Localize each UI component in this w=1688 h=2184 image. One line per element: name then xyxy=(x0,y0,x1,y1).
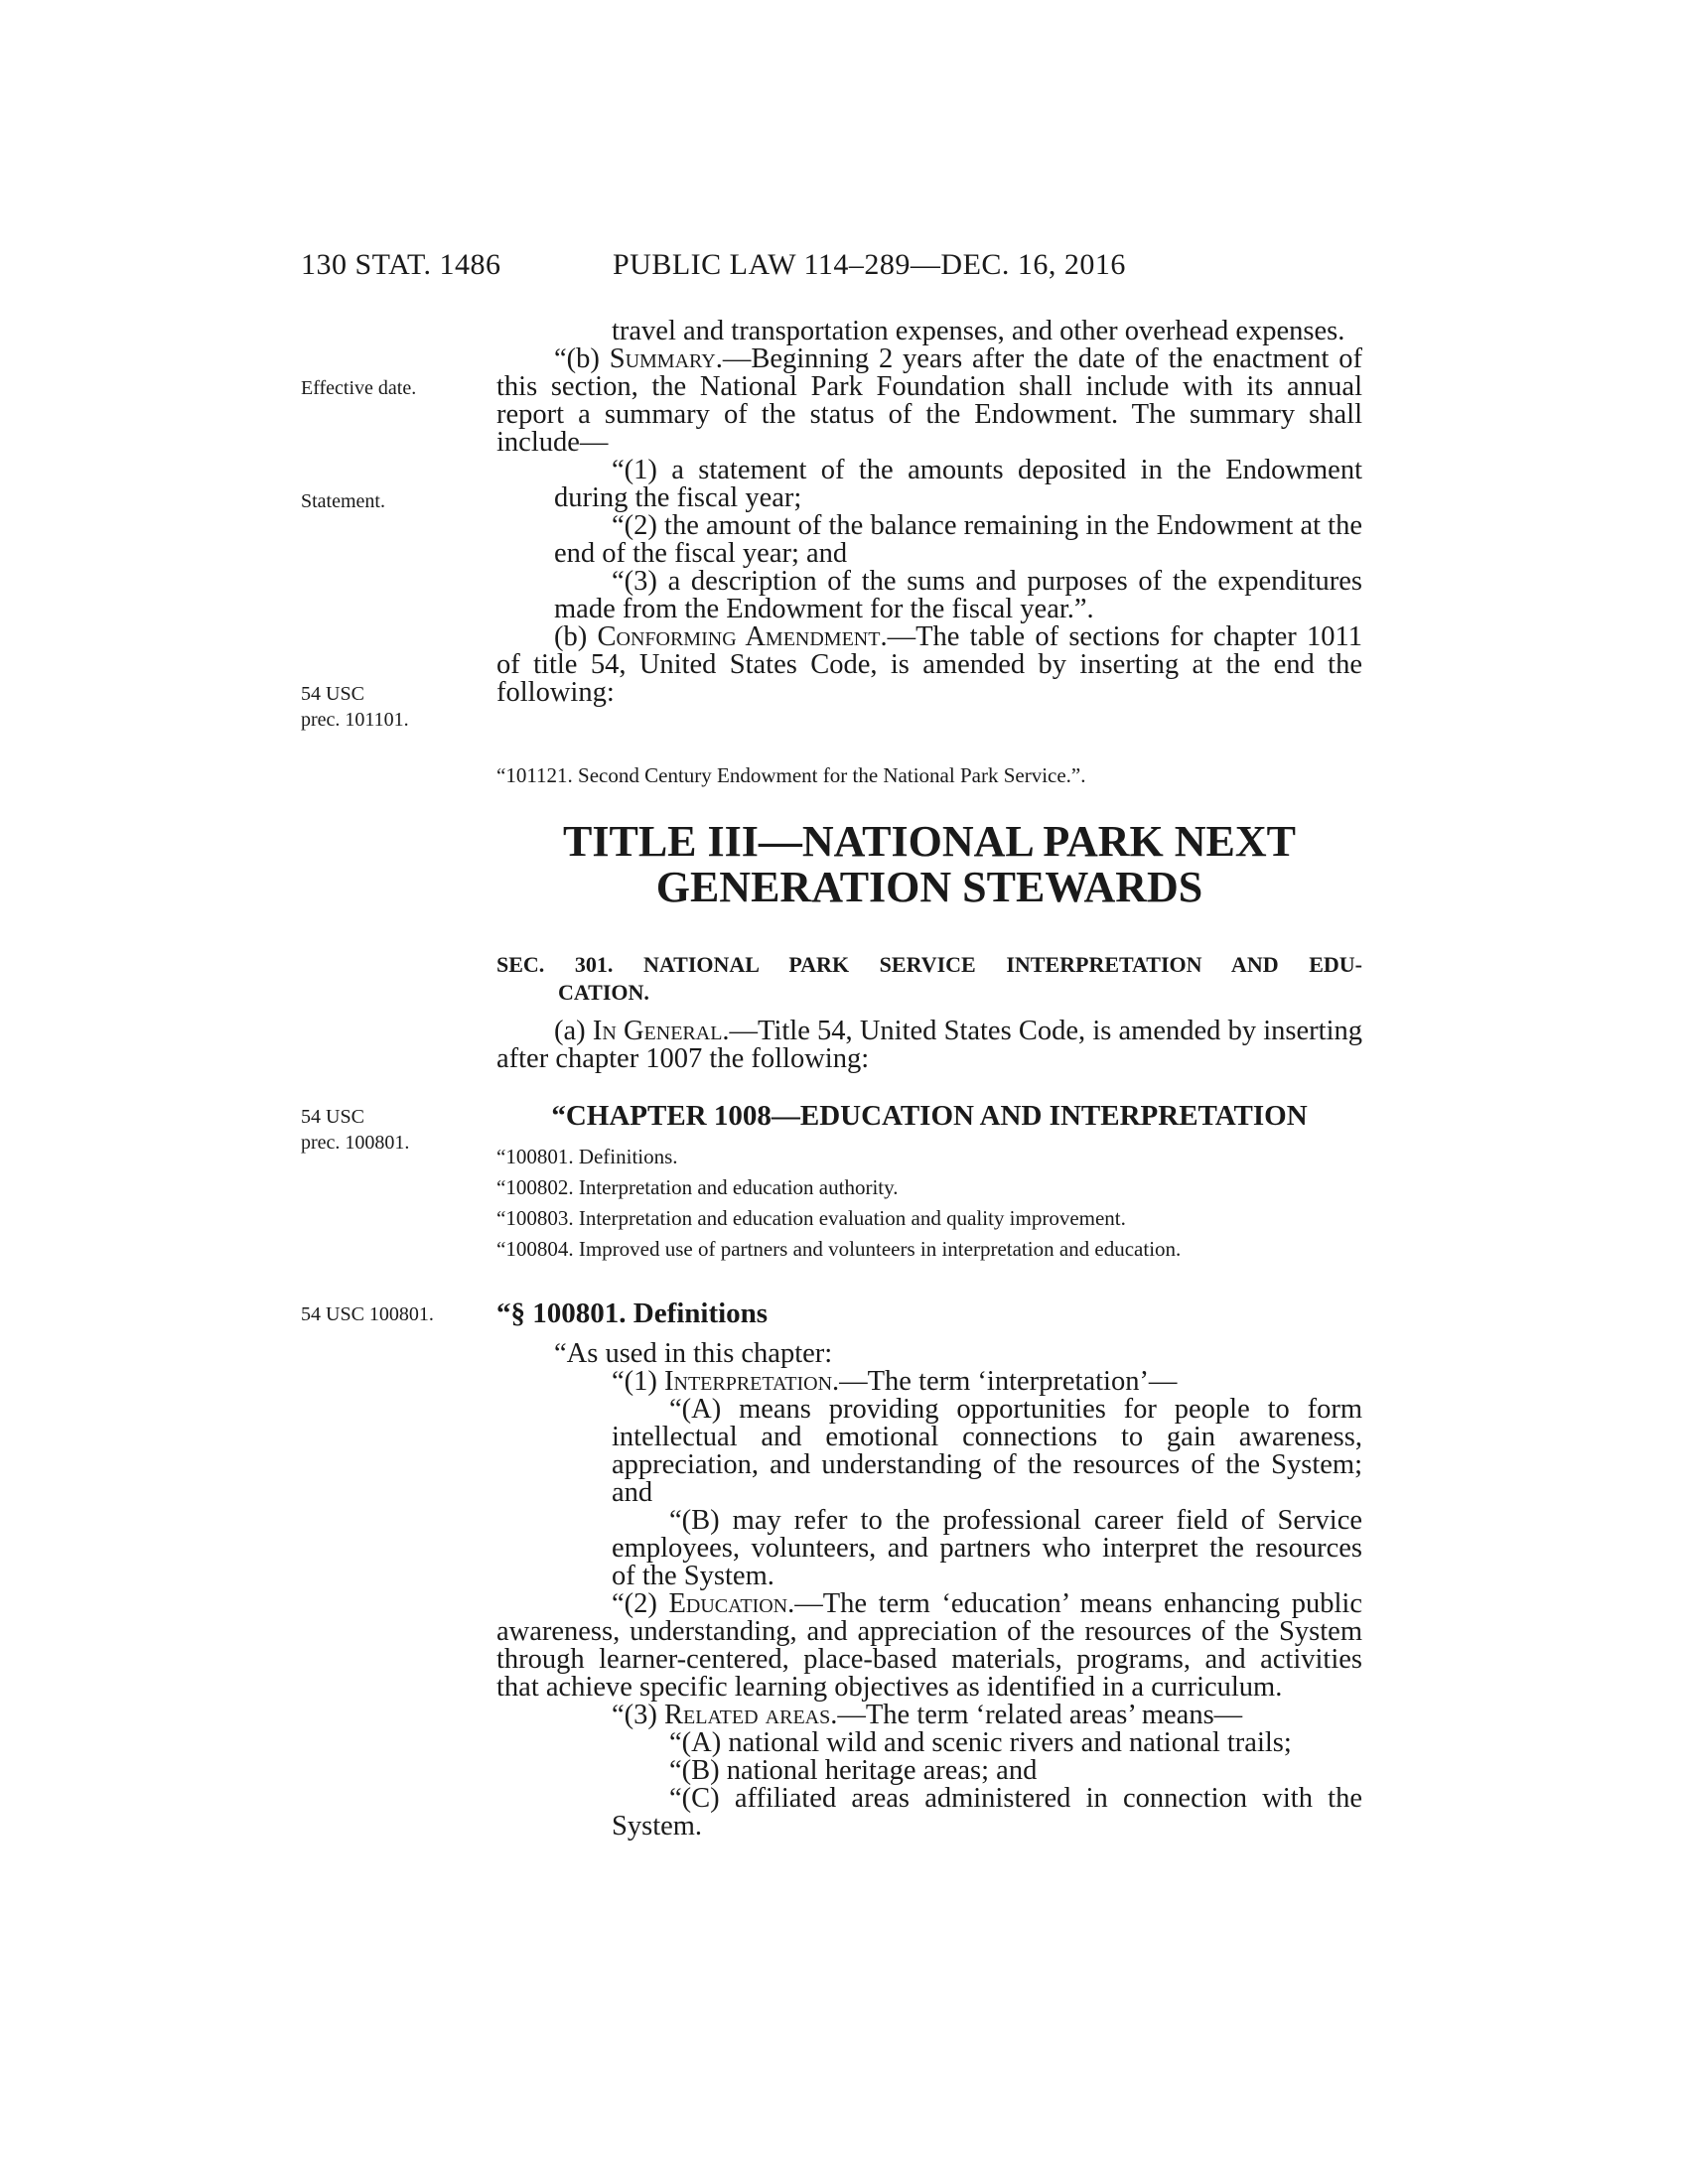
definitions-intro: “As used in this chapter: xyxy=(554,1338,833,1369)
title-line-1: TITLE III—NATIONAL PARK NEXT xyxy=(563,817,1296,866)
in-general-label: In General xyxy=(592,1016,723,1046)
margin-note-prec-line: prec. 101101. xyxy=(301,709,409,731)
d3-open: “(3) xyxy=(612,1700,665,1730)
public-law-header: PUBLIC LAW 114–289—DEC. 16, 2016 xyxy=(613,248,1126,281)
body-top-block xyxy=(496,318,1362,707)
margin-note-usc-line: 54 USC xyxy=(301,683,364,705)
d2-label: Education xyxy=(668,1588,788,1619)
section-100801-heading: “§ 100801. Definitions xyxy=(496,1297,769,1329)
paragraph-travel-expenses: travel and transportation expenses, and other overhead expenses. xyxy=(612,316,1345,346)
definition-related-areas-c: “(C) affiliated areas administered in connection with the System. xyxy=(612,1783,1362,1842)
chapter-toc-entry: “100802. Interpretation and education authority. xyxy=(496,1175,899,1199)
conforming-label: Conforming Amendment xyxy=(597,621,881,652)
chapter-toc-entry: “100804. Improved use of partners and volunteers in interpretation and education. xyxy=(496,1237,1182,1261)
definition-interpretation xyxy=(496,1368,1362,1396)
section-heading-line-2: CATION. xyxy=(558,980,649,1005)
paragraph-item-3: “(3) a description of the sums and purposes of the expenditures made from the Endowment for the fiscal year.”. xyxy=(554,566,1362,624)
conforming-text: .—The table of sections for chapter 1011 of title 54, United States Code, is amended by inserting at the end the following: xyxy=(496,621,1362,708)
d1-label: Interpretation xyxy=(664,1366,833,1397)
chapter-1008-heading: “CHAPTER 1008—EDUCATION AND INTERPRETATION xyxy=(551,1100,1308,1132)
stat-page-number: 130 STAT. 1486 xyxy=(301,248,501,281)
d3-text: .—The term ‘related areas’ means— xyxy=(830,1700,1243,1730)
conforming-open: (b) xyxy=(554,621,598,652)
section-heading-line-1: SEC. 301. NATIONAL PARK SERVICE INTERPRETATION AND EDU- xyxy=(496,952,1362,977)
in-general-open: (a) xyxy=(554,1016,593,1046)
d2-open: “(2) xyxy=(612,1588,669,1619)
margin-note-usc-line: 54 USC xyxy=(301,1106,364,1128)
title-heading xyxy=(496,819,1362,910)
paragraph-conforming-amendment xyxy=(496,623,1362,707)
section-301-body xyxy=(496,1018,1362,1073)
d1-text: .—The term ‘interpretation’— xyxy=(832,1366,1178,1397)
toc-entry-101121: “101121. Second Century Endowment for the National Park Service.”. xyxy=(496,763,1086,787)
definition-related-areas xyxy=(496,1702,1362,1729)
title-line-2: GENERATION STEWARDS xyxy=(655,863,1203,911)
margin-note-effective-date: Effective date. xyxy=(301,377,417,399)
summary-text: .—Beginning 2 years after the date of the enactment of this section, the National Park Foundation shall include with its annual report a summary of the status of the Endowment. The summary shall include— xyxy=(496,343,1362,458)
definitions-body xyxy=(496,1340,1362,1841)
chapter-toc-entry: “100801. Definitions. xyxy=(496,1145,678,1168)
definition-interpretation-b: “(B) may refer to the professional career field of Service employees, volunteers, and partners who interpret the resources of the System. xyxy=(612,1505,1362,1591)
margin-note-prec-line: prec. 100801. xyxy=(301,1132,410,1154)
paragraph-item-1: “(1) a statement of the amounts deposited in the Endowment during the fiscal year; xyxy=(554,455,1362,513)
chapter-toc xyxy=(496,1142,1181,1265)
definition-interpretation-a: “(A) means providing opportunities for people to form intellectual and emotional connections to gain awareness, appreciation, and understanding of the resources of the System; and xyxy=(612,1394,1362,1508)
definition-related-areas-a: “(A) national wild and scenic rivers and national trails; xyxy=(669,1727,1292,1758)
definition-education xyxy=(496,1590,1362,1702)
paragraph-item-2: “(2) the amount of the balance remaining in the Endowment at the end of the fiscal year; and xyxy=(554,510,1362,569)
paragraph-in-general xyxy=(496,1018,1362,1073)
margin-note-statement: Statement. xyxy=(301,490,385,512)
margin-note-usc-100801: 54 USC 100801. xyxy=(301,1303,434,1325)
summary-label: Summary xyxy=(609,343,716,374)
definition-related-areas-b: “(B) national heritage areas; and xyxy=(669,1755,1038,1786)
chapter-toc-entry: “100803. Interpretation and education evaluation and quality improvement. xyxy=(496,1206,1126,1230)
d1-open: “(1) xyxy=(612,1366,665,1397)
paragraph-summary xyxy=(496,345,1362,457)
margin-note-usc-100801-prec xyxy=(301,1104,499,1156)
margin-note-usc-101101 xyxy=(301,681,499,733)
d2-text: .—The term ‘education’ means enhancing public awareness, understanding, and appreciation of the resources of the System through learner-centered, place-based materials, programs, and activities that achieve specific learning objectives as identified in a curriculum. xyxy=(496,1588,1362,1703)
section-301-heading xyxy=(496,951,1362,1007)
in-general-text: .—Title 54, United States Code, is amended by inserting after chapter 1007 the following: xyxy=(496,1016,1362,1074)
d3-label: Related areas xyxy=(664,1700,831,1730)
summary-open: “(b) xyxy=(554,343,610,374)
